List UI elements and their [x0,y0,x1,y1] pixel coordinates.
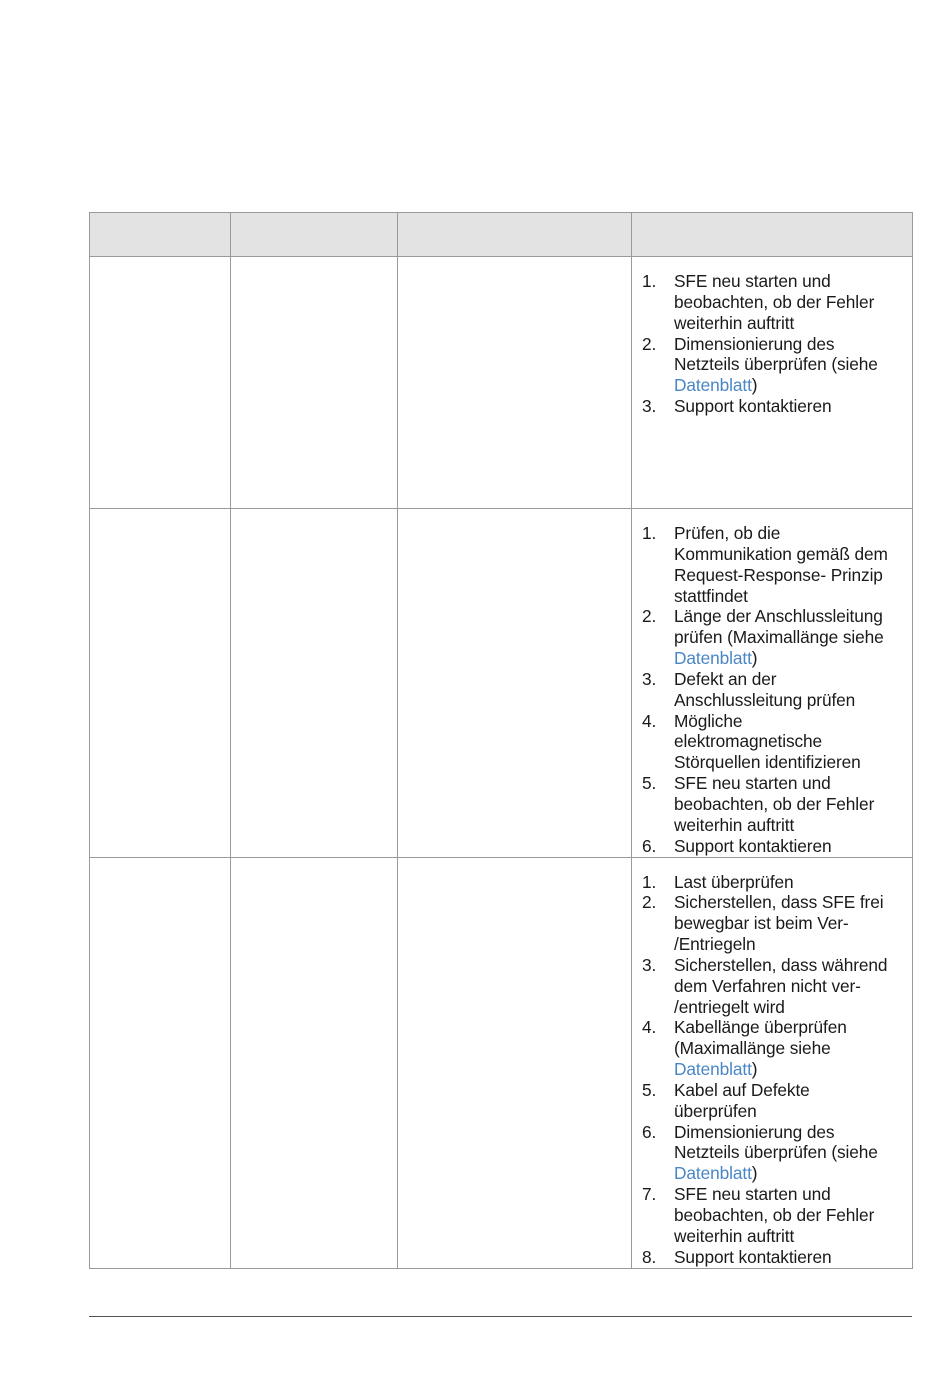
step-text: Last überprüfen [674,871,794,892]
step-text: Kabel auf Defekte überprüfen [674,1079,810,1121]
step-text-block [674,1184,906,1247]
step-item [642,396,906,417]
table-cell [231,257,398,509]
step-number: 6. [642,835,657,856]
step-text: Prüfen, ob die Kommunikation gemäß dem Request-Response- Prinzip stattfindet [674,523,888,606]
step-number: 4. [642,710,657,731]
datasheet-link[interactable]: Datenblatt [674,1059,752,1080]
step-item [642,606,906,669]
step-text-block [674,669,906,711]
step-item [642,271,906,334]
step-item [642,1247,906,1268]
step-text-suffix: ) [751,1059,758,1080]
table-cell [90,857,231,1268]
step-item [642,669,906,711]
step-text: Länge der Anschlussleitung prüfen (Maximallänge siehe [674,606,884,648]
step-number: 3. [642,396,657,417]
step-item [642,1017,906,1080]
table-row [90,509,913,858]
step-number: 7. [642,1184,657,1205]
table-cell [231,509,398,858]
header-cell-4 [632,213,913,257]
step-text: Dimensionierung des Netzteils überprüfen (siehe [674,1121,878,1163]
step-text-block [674,523,906,606]
step-text-block [674,334,906,397]
step-text: Sicherstellen, dass während dem Verfahren nicht ver- /entriegelt wird [674,954,888,1017]
step-text-block [674,711,906,774]
step-item [642,1080,906,1122]
footer-divider [89,1316,912,1317]
step-item [642,523,906,606]
table-cell [398,257,632,509]
table-cell [398,857,632,1268]
step-text-suffix: ) [751,1163,758,1184]
step-item [642,711,906,774]
step-number: 2. [642,892,657,913]
step-text-block [674,396,906,417]
step-number: 4. [642,1017,657,1038]
step-text-block [674,1017,906,1080]
header-cell-2 [231,213,398,257]
step-number: 1. [642,871,657,892]
step-item [642,955,906,1018]
troubleshooting-table [89,212,913,1269]
table-cell [90,257,231,509]
step-text: Support kontaktieren [674,396,832,417]
step-number: 2. [642,606,657,627]
table-row [90,257,913,509]
step-text-block [674,836,906,857]
step-text: Support kontaktieren [674,1246,832,1267]
step-text-block [674,955,906,1018]
measures-cell [632,509,913,858]
step-item [642,872,906,893]
header-cell-3 [398,213,632,257]
datasheet-link[interactable]: Datenblatt [674,1163,752,1184]
step-number: 5. [642,1079,657,1100]
step-text: Dimensionierung des Netzteils überprüfen (siehe [674,333,878,375]
table-header-row [90,213,913,257]
step-text-suffix: ) [751,375,758,396]
step-text: SFE neu starten und beobachten, ob der Fehler weiterhin auftritt [674,1184,875,1246]
step-item [642,334,906,397]
step-number: 6. [642,1121,657,1142]
step-item [642,773,906,836]
step-text: SFE neu starten und beobachten, ob der Fehler weiterhin auftritt [674,271,875,333]
step-number: 5. [642,773,657,794]
measures-list [632,509,912,857]
step-item [642,1122,906,1185]
step-text: Support kontaktieren [674,835,832,856]
step-text: SFE neu starten und beobachten, ob der Fehler weiterhin auftritt [674,773,875,835]
step-number: 3. [642,954,657,975]
step-text: Defekt an der Anschlussleitung prüfen [674,668,856,710]
step-number: 3. [642,668,657,689]
step-item [642,892,906,955]
step-item [642,836,906,857]
step-item [642,1184,906,1247]
step-text-block [674,872,906,893]
step-text: Sicherstellen, dass SFE frei bewegbar ist beim Ver- /Entriegeln [674,892,884,955]
step-text-block [674,1122,906,1185]
step-text-block [674,1247,906,1268]
step-text-block [674,1080,906,1122]
step-text-block [674,773,906,836]
measures-list [632,858,912,1268]
step-text-block [674,892,906,955]
table-cell [90,509,231,858]
measures-cell [632,257,913,509]
step-text-block [674,271,906,334]
step-number: 8. [642,1246,657,1267]
header-cell-1 [90,213,231,257]
step-text: Kabellänge überprüfen (Maximallänge siehe [674,1017,847,1059]
datasheet-link[interactable]: Datenblatt [674,648,752,669]
step-text: Mögliche elektromagnetische Störquellen identifizieren [674,710,861,773]
step-number: 1. [642,271,657,291]
measures-list [632,257,912,417]
measures-cell [632,857,913,1268]
step-text-block [674,606,906,669]
step-number: 2. [642,333,657,354]
step-text-suffix: ) [751,648,758,669]
table-cell [231,857,398,1268]
table-row [90,857,913,1268]
step-number: 1. [642,523,657,543]
table-cell [398,509,632,858]
datasheet-link[interactable]: Datenblatt [674,375,752,396]
